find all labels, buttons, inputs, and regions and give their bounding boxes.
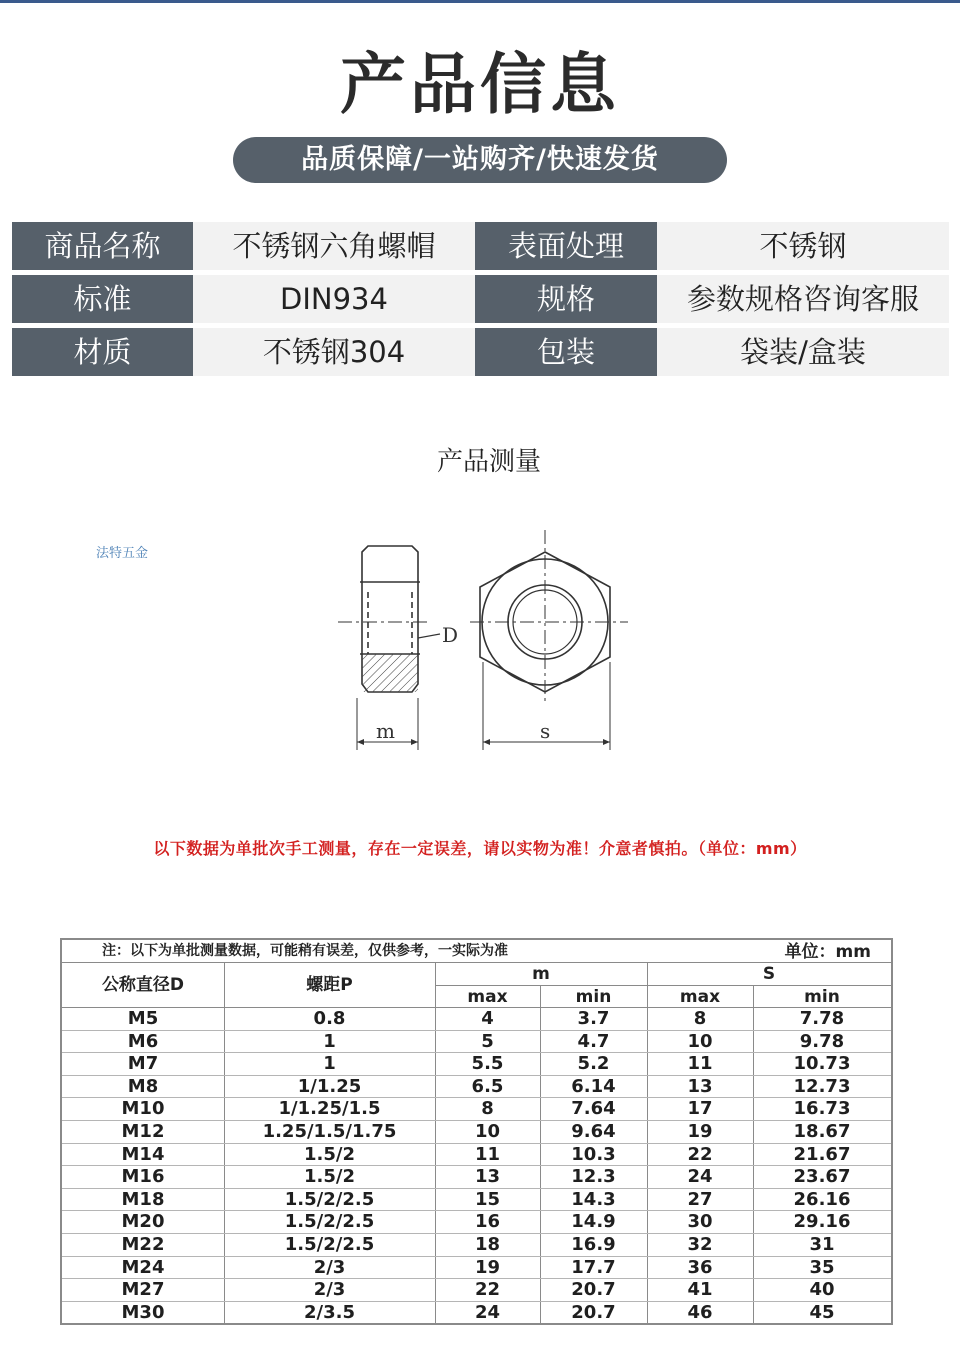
- top-accent-line: [0, 0, 960, 3]
- table-cell: M5: [127, 1008, 159, 1029]
- page-title: 产品信息: [340, 46, 620, 123]
- table-cell: 6.5: [471, 1075, 504, 1097]
- table-cell: 12.3: [571, 1166, 616, 1188]
- table-cell: 10.73: [793, 1053, 851, 1075]
- table-cell: 9.78: [799, 1030, 845, 1052]
- spec-value: 不锈钢六角螺帽: [193, 222, 475, 270]
- table-cell: M27: [121, 1279, 165, 1301]
- table-cell: 41: [687, 1279, 713, 1301]
- table-cell: M10: [121, 1098, 165, 1120]
- table-cell: 10.3: [571, 1143, 616, 1165]
- table-cell: 14.9: [571, 1211, 616, 1233]
- header-pitch: 螺距P: [306, 975, 353, 995]
- spec-label: 材质: [12, 328, 193, 376]
- spec-value: 袋装/盒装: [657, 328, 949, 376]
- table-cell: 1: [323, 1030, 336, 1052]
- table-cell: 1.25/1.5/1.75: [262, 1120, 397, 1142]
- table-row: [62, 1257, 891, 1280]
- table-cell: 40: [809, 1279, 835, 1301]
- hex-nut-drawing: [330, 522, 630, 762]
- table-cell: 1.5/2/2.5: [284, 1211, 375, 1233]
- table-cell: 30: [687, 1211, 713, 1233]
- table-cell: 13: [687, 1075, 713, 1097]
- header-m-max: max: [467, 987, 508, 1007]
- table-cell: 16: [474, 1211, 501, 1233]
- spec-label: 规格: [475, 275, 657, 323]
- spec-row: [12, 328, 949, 381]
- table-cell: 32: [687, 1233, 713, 1255]
- slogan-banner: 品质保障/一站购齐/快速发货: [233, 137, 727, 183]
- size-table: [60, 938, 893, 1325]
- table-cell: 1/1.25/1.5: [278, 1098, 381, 1120]
- spec-value: DIN934: [193, 275, 475, 323]
- table-cell: M6: [127, 1030, 159, 1052]
- table-row: [62, 1053, 891, 1076]
- table-cell: 5: [481, 1030, 494, 1052]
- table-cell: 12.73: [793, 1075, 851, 1097]
- label-s: s: [540, 719, 551, 743]
- table-cell: 19: [687, 1120, 713, 1142]
- table-cell: 5.2: [577, 1053, 610, 1075]
- header-s-min: min: [804, 987, 840, 1007]
- spec-label: 表面处理: [475, 222, 657, 270]
- table-cell: M7: [127, 1053, 159, 1075]
- label-d: D: [442, 623, 459, 647]
- table-row: [62, 1302, 891, 1325]
- table-cell: 20.7: [571, 1301, 616, 1323]
- table-row: [62, 1008, 891, 1031]
- table-cell: 9.64: [571, 1120, 616, 1142]
- spec-row: [12, 222, 949, 275]
- table-cell: 35: [809, 1256, 835, 1278]
- table-cell: M18: [121, 1188, 165, 1210]
- table-cell: 46: [687, 1301, 713, 1323]
- table-cell: 0.8: [313, 1008, 346, 1029]
- table-cell: 8: [481, 1098, 494, 1120]
- table-cell: 36: [687, 1256, 713, 1278]
- table-cell: 16.9: [571, 1233, 616, 1255]
- spec-value: 不锈钢304: [193, 328, 475, 376]
- table-cell: 18.67: [793, 1120, 851, 1142]
- spec-value: 参数规格咨询客服: [657, 275, 949, 323]
- table-cell: 3.7: [577, 1008, 610, 1029]
- table-row: [62, 1234, 891, 1257]
- table-cell: M16: [121, 1166, 165, 1188]
- table-cell: M12: [121, 1120, 165, 1142]
- table-cell: 15: [474, 1188, 501, 1210]
- table-cell: 17: [687, 1098, 713, 1120]
- spec-label: 商品名称: [12, 222, 193, 270]
- table-cell: M8: [127, 1075, 159, 1097]
- table-cell: 17.7: [571, 1256, 616, 1278]
- table-cell: 21.67: [793, 1143, 851, 1165]
- table-cell: 4.7: [577, 1030, 610, 1052]
- table-row: [62, 1144, 891, 1167]
- watermark-text: 法特五金: [96, 546, 149, 561]
- table-row: [62, 1031, 891, 1054]
- table-cell: M22: [121, 1233, 165, 1255]
- table-cell: 1: [323, 1053, 336, 1075]
- measurement-notice: 以下数据为单批次手工测量，存在一定误差，请以实物为准！介意者慎拍。（单位：mm）: [153, 839, 807, 858]
- table-cell: 2/3: [313, 1279, 346, 1301]
- table-cell: 11: [474, 1143, 501, 1165]
- spec-row: [12, 275, 949, 328]
- table-cell: 14.3: [571, 1188, 616, 1210]
- table-cell: 16.73: [793, 1098, 851, 1120]
- header-m: m: [532, 964, 550, 984]
- table-cell: M24: [121, 1256, 165, 1278]
- table-cell: 11: [687, 1053, 713, 1075]
- table-cell: 5.5: [471, 1053, 504, 1075]
- table-row: [62, 1121, 891, 1144]
- table-row: [62, 1076, 891, 1099]
- table-cell: 24: [687, 1166, 713, 1188]
- table-cell: 26.16: [793, 1188, 851, 1210]
- table-cell: 6.14: [571, 1075, 616, 1097]
- table-cell: 4: [481, 1008, 494, 1029]
- table-cell: 10: [687, 1030, 713, 1052]
- table-cell: 29.16: [793, 1211, 851, 1233]
- header-m-min: min: [575, 987, 612, 1007]
- table-row: [62, 1189, 891, 1212]
- table-cell: 22: [687, 1143, 713, 1165]
- table-cell: 2/3.5: [304, 1301, 355, 1323]
- table-note: 注：以下为单批测量数据，可能稍有误差，仅供参考，一实际为准: [102, 943, 508, 959]
- table-note-row: [62, 940, 891, 963]
- table-cell: 24: [474, 1301, 501, 1323]
- table-cell: 10: [474, 1120, 501, 1142]
- table-row: [62, 1166, 891, 1189]
- header-s: S: [762, 964, 776, 984]
- table-cell: 1.5/2: [304, 1166, 355, 1188]
- table-cell: 13: [474, 1166, 501, 1188]
- spec-label: 标准: [12, 275, 193, 323]
- table-cell: 8: [693, 1008, 707, 1029]
- table-cell: M14: [121, 1143, 165, 1165]
- table-cell: 1.5/2/2.5: [284, 1233, 375, 1255]
- table-cell: 20.7: [571, 1279, 616, 1301]
- measurement-title: 产品测量: [436, 447, 541, 477]
- header-s-max: max: [679, 987, 721, 1007]
- table-row: [62, 1279, 891, 1302]
- table-cell: 19: [474, 1256, 501, 1278]
- table-cell: 7.64: [571, 1098, 616, 1120]
- nut-front-view: [470, 530, 628, 750]
- spec-label: 包装: [475, 328, 657, 376]
- table-cell: M30: [121, 1301, 165, 1323]
- table-cell: 1.5/2/2.5: [284, 1188, 375, 1210]
- table-cell: 2/3: [313, 1256, 346, 1278]
- spec-value: 不锈钢: [657, 222, 949, 270]
- table-cell: 27: [687, 1188, 713, 1210]
- table-row: [62, 1211, 891, 1234]
- spec-table: [12, 222, 949, 381]
- label-m: m: [376, 719, 395, 743]
- table-cell: 18: [474, 1233, 501, 1255]
- table-cell: 1/1.25: [297, 1075, 362, 1097]
- header-diameter: 公称直径D: [101, 975, 185, 995]
- table-unit: 单位：mm: [784, 942, 871, 962]
- table-cell: M20: [121, 1211, 165, 1233]
- table-body: [62, 1008, 891, 1324]
- table-cell: 31: [809, 1233, 835, 1255]
- table-cell: 22: [474, 1279, 501, 1301]
- table-cell: 7.78: [799, 1008, 845, 1029]
- table-cell: 23.67: [793, 1166, 851, 1188]
- table-cell: 45: [809, 1301, 835, 1323]
- table-cell: 1.5/2: [304, 1143, 355, 1165]
- table-row: [62, 1098, 891, 1121]
